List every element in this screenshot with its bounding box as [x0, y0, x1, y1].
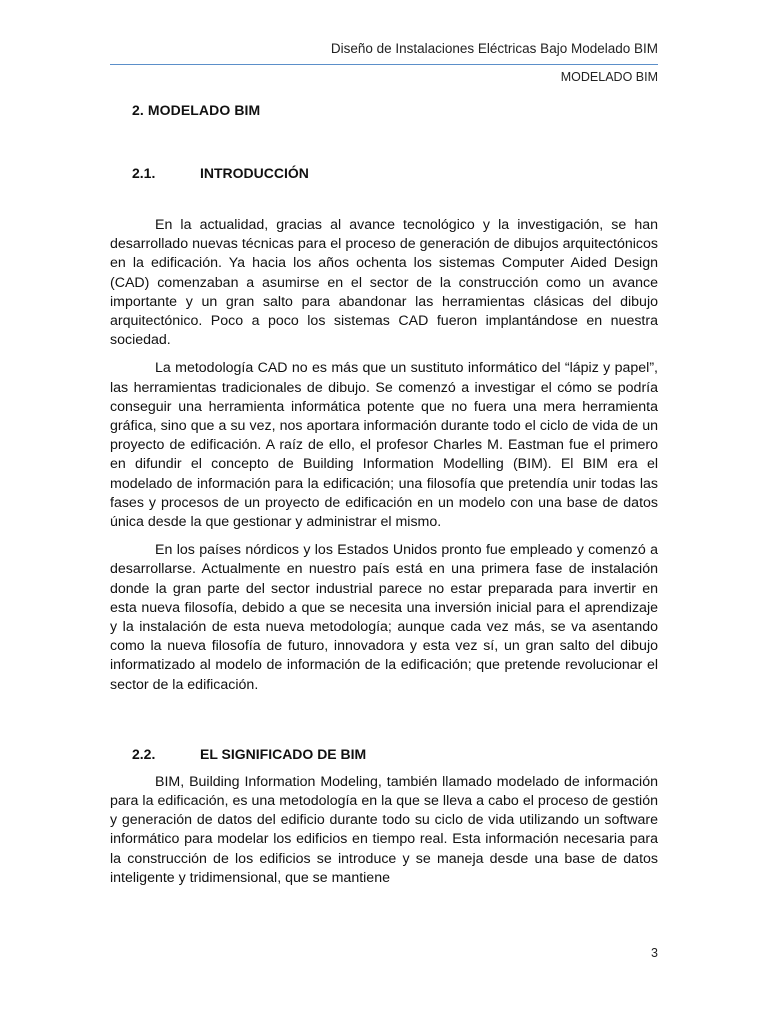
- subsection-heading-introduccion: [132, 163, 658, 183]
- paragraph: En la actualidad, gracias al avance tecnológico y la investigación, se han desarrollado nuevas técnicas para el proceso de generación de dibujos arquitectónicos en la edificación. Ya hacia los años ochenta los sistemas Computer Aided Design (CAD) comenzaban a asumirse en el sector de la construcción como un avance importante y un gran salto para abandonar las herramientas clásicas del dibujo arquitectónico. Poco a poco los sistemas CAD fueron implantándose en nuestra sociedad.: [110, 217, 658, 349]
- page-header: [110, 40, 658, 85]
- header-title: Diseño de Instalaciones Eléctricas Bajo Modelado BIM: [110, 40, 658, 65]
- subsection-title: INTRODUCCIÓN: [200, 165, 309, 181]
- header-section-label: MODELADO BIM: [560, 70, 658, 84]
- paragraph: En los países nórdicos y los Estados Unidos pronto fue empleado y comenzó a desarrollarse. Actualmente en nuestro país está en una primera fase de instalación donde la gran parte del sector industrial parece no estar preparada para invertir en esta nueva filosofía, debido a que se necesita una inversión inicial para el aprendizaje y la instalación de esta nueva metodología; aunque cada vez más, se va asentando como la nueva filosofía de futuro, innovadora y esta vez sí, un gran salto del dibujo informatizado al modelo de información de la edificación; que pretende revolucionar el sector de la edificación.: [110, 542, 658, 693]
- document-body: [110, 100, 658, 888]
- page-number: 3: [651, 946, 658, 960]
- subsection-number: 2.2.: [132, 745, 156, 762]
- paragraph: BIM, Building Information Modeling, también llamado modelado de información para la edificación, es una metodología en la que se lleva a cabo el proceso de gestión y generación de datos del edificio durante todo su ciclo de vida utilizando un software informático para modelar los edificios en tiempo real. Esta información necesaria para la construcción de los edificios se introduce y se maneja desde una base de datos inteligente y tridimensional, que se mantiene: [110, 773, 658, 886]
- subsection-number: 2.1.: [132, 165, 156, 181]
- section-heading: 2. MODELADO BIM: [132, 102, 261, 118]
- subsection-title: EL SIGNIFICADO DE BIM: [200, 745, 367, 762]
- paragraph: La metodología CAD no es más que un sustituto informático del “lápiz y papel”, las herramientas tradicionales de dibujo. Se comenzó a investigar el cómo se podría conseguir una herramienta informática potente que no fuera una mera herramienta gráfica, sino que a su vez, nos aportara información durante todo el ciclo de vida de un proyecto de edificación. A raíz de ello, el profesor Charles M. Eastman fue el primero en difundir el concepto de Building Information Modelling (BIM). El BIM era el modelado de información para la edificación; una filosofía que pretendía unir todas las fases y procesos de un proyecto de edificación en un modelo con una base de datos única desde la que gestionar y administrar el mismo.: [110, 360, 658, 531]
- subsection-heading-significado: [132, 744, 658, 764]
